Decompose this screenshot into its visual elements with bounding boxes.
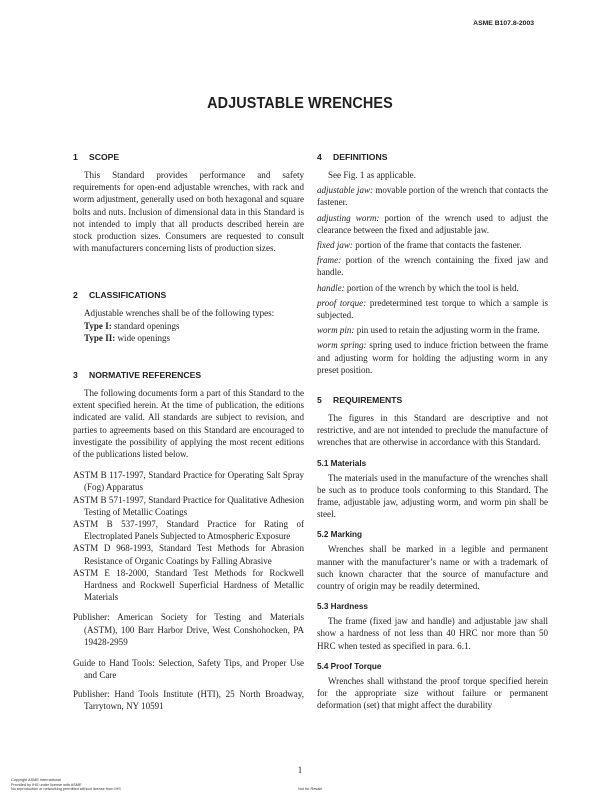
definition-term: worm pin: <box>317 325 355 336</box>
section-heading-requirements <box>317 395 548 406</box>
not-for-resale-footer: Not for Resale <box>298 787 323 791</box>
publisher-hti: Publisher: Hand Tools Institute (HTI), 25 North Broadway, Tarrytown, NY 10591 <box>73 688 304 711</box>
definition-item <box>317 282 548 294</box>
section-heading-scope <box>73 152 304 163</box>
definition-item <box>317 297 548 321</box>
section-title: NORMATIVE REFERENCES <box>89 370 202 381</box>
type-text: standard openings <box>114 320 180 331</box>
classifications-intro: Adjustable wrenches shall be of the following types: <box>84 308 275 319</box>
definition-text: pin used to retain the adjusting worm in the frame. <box>354 325 540 336</box>
page-number: 1 <box>297 765 303 775</box>
marking-paragraph: Wrenches shall be marked in a legible and permanent manner with the manufacturer’s name or with a trademark of such known character that the source of manufacture and country of origin may be readily determined. <box>317 544 548 592</box>
scope-paragraph: This Standard provides performance and safety requirements for open-end adjustable wrenches, with rack and worm adjustment, generally used on both hexagonal and square bolts and nuts. Inclusion of dimensional data in this Standard is not intended to imply that all products described herein are stock production sizes. Consumers are requested to consult with manufacturers concerning lists of production sizes. <box>73 170 304 254</box>
type-text: wide openings <box>117 332 171 343</box>
type-item <box>84 332 304 344</box>
subsection-heading-marking: 5.2 Marking <box>317 530 363 540</box>
footer-line: No reproduction or networking permitted without license from IHS <box>11 787 121 792</box>
definition-item <box>317 339 548 376</box>
guide-reference: Guide to Hand Tools: Selection, Safety Tips, and Proper Use and Care <box>73 658 304 681</box>
left-column <box>73 152 304 712</box>
definition-item <box>317 324 548 336</box>
reference-item: ASTM B 571-1997, Standard Practice for Qualitative Adhesion Testing of Metallic Coatings <box>73 494 304 517</box>
requirements-paragraph: The figures in this Standard are descriptive and not restrictive, and are not intended to preclude the manufacture of wrenches that are otherwise in accordance with this Standard. <box>317 413 548 448</box>
section-number: 1 <box>73 152 78 162</box>
subsection-heading-hardness: 5.3 Hardness <box>317 602 368 612</box>
definition-term: adjustable jaw: <box>317 185 374 196</box>
definition-item <box>317 239 548 251</box>
section-title: CLASSIFICATIONS <box>89 290 167 301</box>
reference-item: ASTM B 537-1997, Standard Practice for Rating of Electroplated Panels Subjected to Atmospheric Exposure <box>73 519 304 542</box>
definition-text: predetermined test torque to which a sample is subjected. <box>317 297 548 321</box>
definition-term: worm spring: <box>317 340 367 351</box>
definition-text: portion of the wrench by which the tool is held. <box>344 282 519 293</box>
section-title: REQUIREMENTS <box>333 395 403 406</box>
definition-text: spring used to induce friction between the frame and adjusting worm for holding the adjusting worm in any preset position. <box>317 340 548 375</box>
publisher-astm: Publisher: American Society for Testing and Materials (ASTM), 100 Barr Harbor Drive, West Conshohocken, PA 19428-2959 <box>73 612 304 647</box>
reference-list <box>73 469 304 603</box>
definition-term: adjusting worm: <box>317 212 380 223</box>
section-number: 2 <box>73 290 78 301</box>
section-number: 5 <box>317 395 322 406</box>
copyright-footer <box>11 778 121 792</box>
definition-term: frame: <box>317 255 342 266</box>
definition-text: movable portion of the wrench that contacts the fastener. <box>317 185 548 208</box>
definition-item <box>317 254 548 278</box>
section-title: DEFINITIONS <box>333 152 388 162</box>
definition-item <box>317 212 548 236</box>
definition-text: portion of the wrench used to adjust the clearance between the fixed and adjustable jaw. <box>317 212 548 235</box>
reference-item: ASTM B 117-1997, Standard Practice for Operating Salt Spray (Fog) Apparatus <box>73 470 304 493</box>
section-heading-definitions <box>317 152 548 163</box>
definition-item <box>317 184 548 208</box>
right-column <box>317 152 548 712</box>
section-heading-classifications <box>73 290 304 301</box>
type-list <box>73 320 304 344</box>
page-title: ADJUSTABLE WRENCHES <box>207 95 393 112</box>
definitions-intro: See Fig. 1 as applicable. <box>328 170 416 180</box>
reference-item: ASTM E 18-2000, Standard Test Methods for Rockwell Hardness and Rockwell Superficial Hardness of Metallic Materials <box>73 567 304 603</box>
normative-intro: The following documents form a part of this Standard to the extent specified herein. At the time of publication, the editions indicated are valid. All standards are subject to revision, and parties to agreements based on this Standard are encouraged to investigate the possibility of applying the most recent editions of the publications listed below. <box>73 388 304 460</box>
section-number: 4 <box>317 152 322 162</box>
footer-line: Provided by IHS under license with ASME <box>11 782 82 787</box>
reference-item: ASTM D 968-1993, Standard Test Methods for Abrasion Resistance of Organic Coatings by Falling Abrasive <box>73 543 304 566</box>
hardness-paragraph: The frame (fixed jaw and handle) and adjustable jaw shall show a hardness of not less than 40 HRC nor more than 50 HRC when tested as specified in para. 6.1. <box>317 616 548 651</box>
subsection-heading-materials: 5.1 Materials <box>317 458 367 468</box>
footer-line: Copyright ASME International <box>11 778 61 782</box>
type-item <box>84 320 304 332</box>
definition-term: proof torque: <box>317 297 367 308</box>
definitions-list <box>317 184 548 376</box>
section-title: SCOPE <box>89 152 120 162</box>
definition-text: portion of the wrench containing the fixed jaw and handle. <box>317 255 548 278</box>
definition-term: fixed jaw: <box>317 240 353 251</box>
standard-id-header: ASME B107.8-2003 <box>473 20 534 27</box>
section-number: 3 <box>73 370 78 381</box>
materials-paragraph: The materials used in the manufacture of the wrenches shall be such as to produce tools conforming to this Standard. The frame, adjustable jaw, adjusting worm, and worm pin shall be steel. <box>317 472 548 520</box>
type-label: Type II: <box>84 332 116 343</box>
section-heading-normative-references <box>73 370 304 381</box>
type-label: Type I: <box>84 320 112 331</box>
proof-torque-paragraph: Wrenches shall withstand the proof torque specified herein for the appropriate size without failure or permanent deformation (set) that might affect the durability <box>317 675 548 711</box>
subsection-heading-proof-torque: 5.4 Proof Torque <box>317 661 382 671</box>
definition-text: portion of the frame that contacts the fastener. <box>352 240 522 251</box>
definition-term: handle: <box>317 282 345 293</box>
